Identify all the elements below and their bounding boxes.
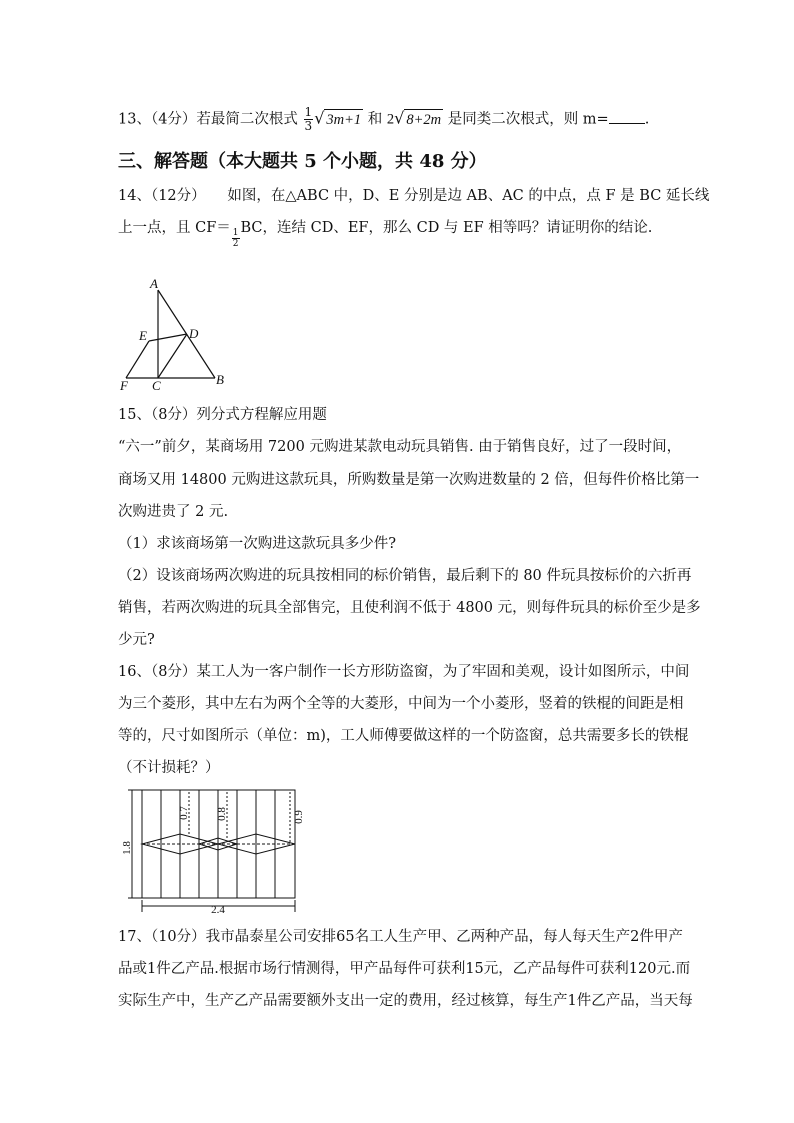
label-a: A (150, 276, 158, 291)
q15-title: 15、（8分）列分式方程解应用题 (118, 407, 327, 423)
q15-sub2-line3: 少元? (118, 632, 155, 648)
q17-line2: 品或1件乙产品.根据市场行情测得，甲产品每件可获利15元，乙产品每件可获利120元.而 (118, 961, 691, 977)
label-e: E (139, 328, 147, 343)
q16-line1: 16、（8分）某工人为一客户制作一长方形防盗窗，为了牢固和美观，设计如图所示，中间 (118, 664, 690, 680)
q13-radicand-2: 8+2m (404, 109, 443, 130)
q13-coef: 2 (386, 111, 395, 128)
q13-end: . (644, 111, 650, 128)
section-title: 三、解答题（本大题共 5 个小题，共 48 分） (118, 151, 487, 172)
q13-prefix: 13、（4分）若最简二次根式 (118, 111, 298, 128)
q14-fraction (232, 228, 240, 249)
q15-sub2-line2: 销售，若两次购进的玩具全部售完，且使利润不低于 4800 元，则每件玩具的标价至少是多 (118, 600, 701, 616)
q15-sub2-line1: （2）设该商场两次购进的玩具按相同的标价销售，最后剩下的 80 件玩具按标价的六折再 (118, 568, 692, 584)
label-c: C (152, 378, 161, 392)
q15-para1: “六一”前夕，某商场用 7200 元购进某款电动玩具销售. 由于销售良好，过了一段时间， (118, 439, 682, 455)
q14-line2-a: 上一点，且 CF＝ (118, 220, 231, 236)
q14-frac-den: 2 (232, 239, 239, 249)
radical-icon: √ (394, 108, 405, 128)
q13-mid: 和 (367, 111, 383, 128)
segment-fe (126, 341, 149, 378)
dim-height: 1.8 (121, 841, 133, 855)
q14-line2 (118, 218, 652, 249)
radical-icon: √ (314, 108, 325, 128)
q13-line (118, 106, 649, 133)
window-figure (118, 780, 318, 915)
q13-fraction (304, 106, 314, 133)
q15-para3: 次购进贵了 2 元. (118, 504, 229, 520)
q14-line1: 14、（12分） 如图，在△ABC 中，D、E 分别是边 AB、AC 的中点，点 F 是 BC 延长线 (118, 188, 710, 204)
q16-line4: （不计损耗？） (118, 760, 220, 776)
q13-frac-num: 1 (304, 105, 313, 119)
dim-width: 2.4 (211, 904, 225, 915)
label-f: F (120, 378, 128, 392)
q15-para2: 商场又用 14800 元购进这款玩具，所购数量是第一次购进数量的 2 倍，但每件价格比第一 (118, 472, 700, 488)
dim-0-8: 0.8 (216, 807, 228, 821)
dim-0-9: 0.9 (293, 810, 305, 824)
q14-frac-num: 1 (232, 228, 239, 238)
q14-line2-b: BC，连结 CD、EF，那么 CD 与 EF 相等吗？请证明你的结论. (240, 220, 653, 236)
q17-line1: 17、（10分）我市晶泰星公司安排65名工人生产甲、乙两种产品，每人每天生产2件甲产 (118, 929, 683, 945)
q13-suffix: 是同类二次根式，则 m= (447, 111, 609, 128)
label-b: B (216, 372, 224, 387)
label-d: D (189, 326, 199, 341)
q16-line2: 为三个菱形，其中左右为两个全等的大菱形，中间为一个小菱形，竖着的铁棍的间距是相 (118, 696, 684, 712)
q13-frac-den: 3 (304, 119, 313, 133)
dim-0-7: 0.7 (178, 806, 190, 820)
triangle-figure (112, 272, 242, 392)
q17-line3: 实际生产中，生产乙产品需要额外支出一定的费用，经过核算，每生产1件乙产品，当天每 (118, 993, 693, 1009)
q13-answer-blank (609, 109, 645, 124)
q13-radicand-1: 3m+1 (324, 109, 363, 130)
segment-cd (158, 334, 187, 378)
q15-sub1: （1）求该商场第一次购进这款玩具多少件? (118, 536, 396, 552)
segment-ed (149, 334, 187, 341)
q16-line3: 等的，尺寸如图所示（单位：m)，工人师傅要做这样的一个防盗窗，总共需要多长的铁棍 (118, 728, 689, 744)
